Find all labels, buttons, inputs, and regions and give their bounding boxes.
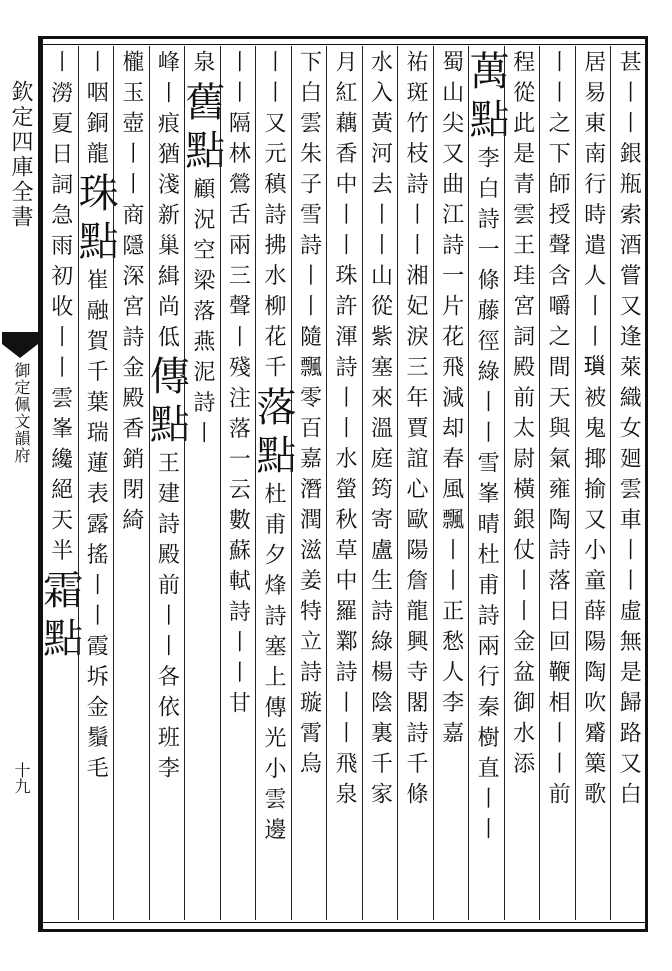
- column-text: 商隱深宮詩金殿香銷閉綺: [118, 202, 144, 538]
- text-column: [573, 46, 613, 920]
- column-text: 王建詩殿前丨丨各依班李: [154, 451, 180, 787]
- entry-heading: 舊點: [178, 80, 225, 177]
- text-column: [178, 46, 225, 920]
- fishtail-ornament-icon: [2, 330, 38, 360]
- column-divider: [433, 46, 434, 920]
- column-divider: [291, 46, 292, 920]
- column-text: 水入黃河去丨丨山從紫塞來溫庭筠寄盧生詩綠楊陰裏千家: [367, 50, 393, 813]
- entry-heading: 萬點: [463, 50, 510, 146]
- column-text: 丨丨又元稹詩拂水柳花千: [260, 50, 286, 386]
- column-divider: [78, 46, 79, 920]
- text-column: [72, 46, 119, 920]
- book-title: 欽定四庫全書: [8, 80, 33, 230]
- column-text: 甚丨丨銀瓶索酒嘗又逢萊織女廻雲車丨丨虛無是歸路又白: [616, 50, 642, 813]
- column-divider: [113, 46, 114, 920]
- column-text: 丨殘注落一云數蘇軾詩丨丨甘: [225, 324, 251, 721]
- column-divider: [220, 46, 221, 920]
- column-text: 澇夏日詞急雨初收丨丨雲峯纔絕天半: [47, 80, 73, 569]
- column-divider: [255, 46, 256, 920]
- column-divider: [326, 46, 327, 920]
- text-column: [608, 46, 648, 920]
- text-column: [463, 46, 510, 920]
- column-divider: [539, 46, 540, 920]
- entry-heading: 霜點: [36, 568, 83, 665]
- column-text: 泉: [189, 50, 215, 81]
- text-column: [360, 46, 400, 920]
- text-column: [36, 46, 83, 920]
- chapter-title: 御定佩文韻府: [12, 362, 31, 464]
- column-text: 顧況空梁落燕泥詩丨: [189, 176, 215, 451]
- column-divider: [184, 46, 185, 920]
- column-text: 丨丨隔林鶯舌兩三聲: [225, 50, 251, 325]
- column-divider: [149, 46, 150, 920]
- column-text: 月紅藕香中丨丨珠許渾詩丨丨水螢秋草中羅鄴詩丨丨飛泉: [332, 50, 357, 813]
- column-text: 下白雲朱子雪詩丨丨隨飄零百嘉潛潤滋姜特立詩璇霄烏: [296, 50, 322, 782]
- entry-heading: 珠點: [72, 172, 119, 268]
- text-columns: [36, 46, 646, 920]
- entry-heading: 落點: [249, 385, 296, 482]
- column-text: 蜀山尖又曲江詩一片花飛減却春風飄丨丨正愁人李嘉: [438, 50, 464, 752]
- column-divider: [468, 46, 469, 920]
- folio-number: 十九: [12, 762, 31, 794]
- column-text: 程從此是青雲王珪宮詞殿前太尉橫銀仗丨丨金盆御水添: [509, 50, 535, 782]
- column-text: 李白詩一條藤徑綠丨丨雪峯晴杜甫詩兩行秦樹直丨丨: [474, 146, 500, 848]
- text-column: [217, 46, 257, 920]
- column-text: 丨咽銅龍: [83, 50, 109, 172]
- entry-heading: 傳點: [143, 355, 190, 451]
- column-text: 居易東南行時遣人丨丨𤨏被鬼揶揄又小童薛陽陶吹觱篥歌: [580, 50, 606, 813]
- column-text: 櫳玉壺丨丨: [118, 50, 144, 203]
- text-column: [537, 46, 577, 920]
- text-column: [288, 46, 328, 920]
- text-column: [431, 46, 471, 920]
- column-divider: [397, 46, 398, 920]
- text-column: [502, 46, 542, 920]
- column-divider: [504, 46, 505, 920]
- column-text: 祐斑竹枝詩丨丨湘妃淚三年賈誼心歐陽詹龍興寺閣詩千條: [403, 50, 429, 813]
- column-text: 崔融賀千葉瑞蓮表露搖丨丨霞坼金鬚毛: [83, 268, 109, 787]
- frame-inner-bottom-rule: [40, 922, 648, 923]
- column-text: 杜甫夕烽詩塞上傳光小雲邊: [260, 481, 286, 848]
- column-text: 丨痕猶淺新巢緝尚低: [154, 80, 180, 355]
- text-column: [143, 46, 190, 920]
- column-text: 峰: [154, 50, 180, 81]
- text-column: [395, 46, 435, 920]
- column-text: 丨丨之下師授聲含嚼之間天與氣雍陶詩落日回鞭相丨丨前: [545, 50, 571, 813]
- page-margin-strip: [0, 36, 40, 932]
- text-column: [249, 46, 296, 920]
- column-divider: [575, 46, 576, 920]
- column-text: 丨: [47, 50, 73, 81]
- text-column: [324, 46, 364, 920]
- column-divider: [362, 46, 363, 920]
- column-divider: [610, 46, 611, 920]
- frame-inner-top-rule: [40, 44, 648, 45]
